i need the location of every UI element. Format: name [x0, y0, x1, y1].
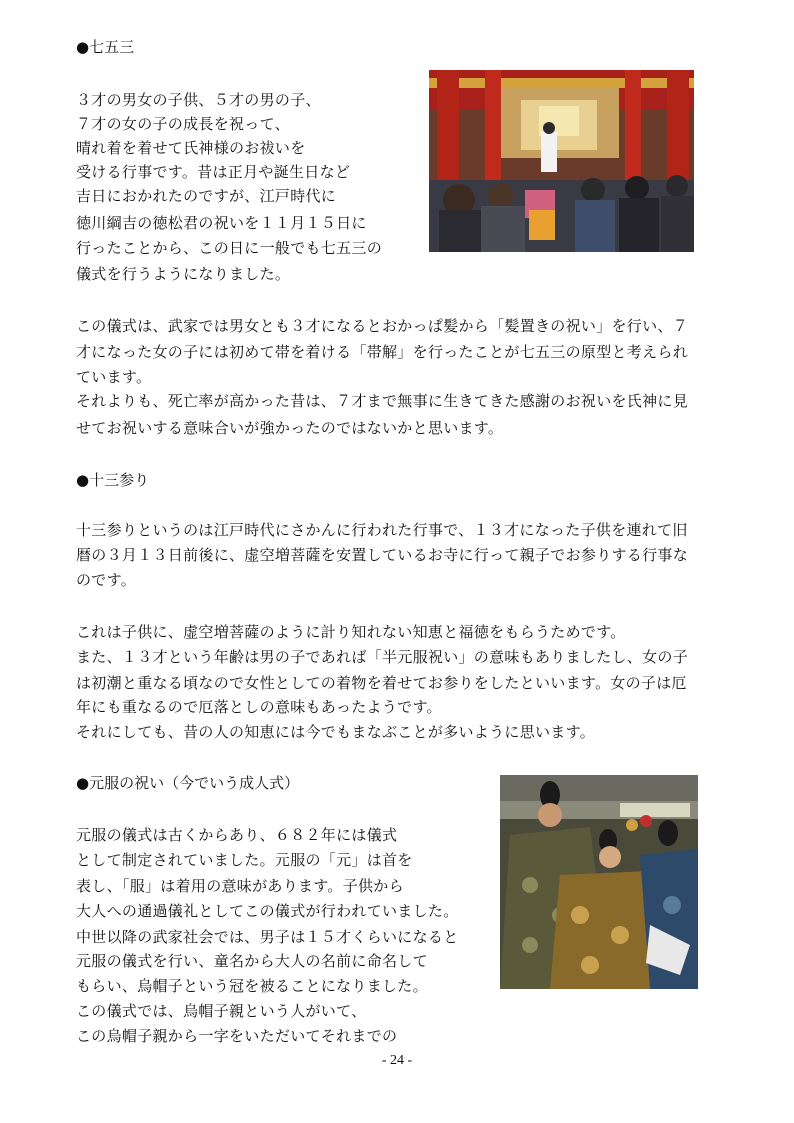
genpuku-ceremony-photo	[500, 775, 698, 989]
shichigosan-intro-line: 儀式を行うようになりました。	[76, 265, 291, 283]
shichigosan-intro-line: 吉日におかれたのですが、江戸時代に	[76, 187, 337, 205]
shichigosan-intro-line: 行ったことから、この日に一般でも七五三の	[76, 239, 383, 257]
jusanmairi-line: それにしても、昔の人の知恵には今でもまなぶことが多いように思います。	[76, 723, 596, 741]
jusanmairi-line: これは子供に、虚空増菩薩のように計り知れない知恵と福徳をもらうためです。	[76, 623, 626, 641]
jusanmairi-line: 暦の３月１３日前後に、虚空増菩薩を安置しているお寺に行って親子でお参りする行事な	[76, 546, 689, 564]
heading-jusanmairi: ●十三参り	[76, 471, 150, 489]
shichigosan-intro-line: 晴れ着を着せて氏神様のお祓いを	[76, 139, 306, 157]
genpuku-line: として制定されていました。元服の「元」は首を	[76, 851, 413, 869]
heading-genpuku: ●元服の祝い（今でいう成人式）	[76, 774, 300, 792]
jusanmairi-line: 年にも重なるので厄落としの意味もあったようです。	[76, 698, 442, 716]
genpuku-line: もらい、烏帽子という冠を被ることになりました。	[76, 977, 428, 995]
heading-shichigosan: ●七五三	[76, 38, 135, 56]
shichigosan-intro-line: ７才の女の子の成長を祝って、	[76, 115, 290, 133]
jusanmairi-line: また、１３才という年齢は男の子であれば「半元服祝い」の意味もありましたし、女の子	[76, 648, 689, 666]
genpuku-line: 元服の儀式を行い、童名から大人の名前に命名して	[76, 952, 428, 970]
shrine-ceremony-photo	[429, 70, 694, 252]
shichigosan-body-line: この儀式は、武家では男女とも３才になるとおかっぱ髪から「髪置きの祝い」を行い、７	[76, 317, 689, 335]
shichigosan-body-line: ています。	[76, 368, 152, 386]
genpuku-line: この儀式では、烏帽子親という人がいて、	[76, 1002, 367, 1020]
jusanmairi-line: 十三参りというのは江戸時代にさかんに行われた行事で、１３才になった子供を連れて旧	[76, 521, 688, 539]
shichigosan-intro-line: 徳川綱吉の徳松君の祝いを１１月１５日に	[76, 214, 367, 232]
shichigosan-intro-line: 受ける行事です。昔は正月や誕生日など	[76, 163, 351, 181]
genpuku-line: 元服の儀式は古くからあり、６８２年には儀式	[76, 826, 398, 844]
genpuku-line: 大人への通過儀礼としてこの儀式が行われていました。	[76, 902, 459, 920]
jusanmairi-line: は初潮と重なる頃なので女性としての着物を着せてお参りをしたといいます。女の子は厄	[76, 674, 687, 692]
page-number: - 24 -	[381, 1053, 413, 1068]
genpuku-line: この烏帽子親から一字をいただいてそれまでの	[76, 1027, 398, 1045]
shichigosan-body-line: 才になった女の子には初めて帯を着ける「帯解」を行ったことが七五三の原型と考えられ	[76, 343, 689, 361]
genpuku-line: 表し、「服」は着用の意味があります。子供から	[76, 877, 404, 895]
genpuku-line: 中世以降の武家社会では、男子は１５才くらいになると	[76, 928, 459, 946]
shichigosan-intro-line: ３才の男女の子供、５才の男の子、	[76, 91, 321, 109]
shichigosan-body-line: それよりも、死亡率が高かった昔は、７才まで無事に生きてきた感謝のお祝いを氏神に見	[76, 392, 689, 410]
jusanmairi-line: のです。	[76, 571, 137, 589]
shichigosan-body-line: せてお祝いする意味合いが強かったのではないかと思います。	[76, 419, 504, 437]
